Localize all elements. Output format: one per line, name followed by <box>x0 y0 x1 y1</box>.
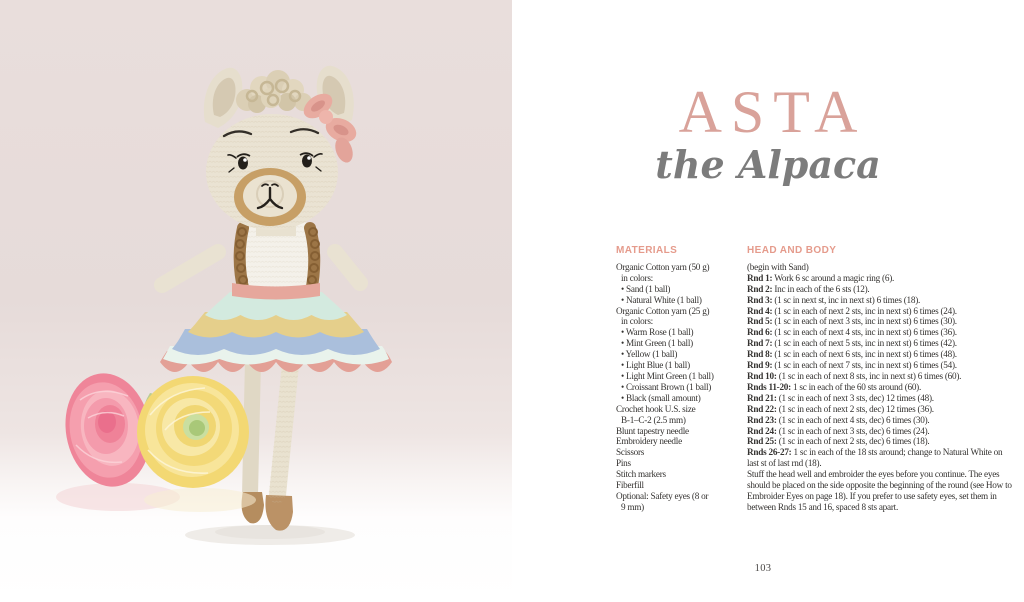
materials-list <box>616 262 748 513</box>
pattern-page <box>512 0 1024 602</box>
materials-item: Organic Cotton yarn (25 g) <box>616 305 710 316</box>
head-and-body-notes: Stuff the head well and embroider the eyes before you continue. The eyes should be placed on the side opposite the beginning of the round (see How to Embroider Eyes on page 18). If you prefer to use safety eyes, set them in between Rnds 15 and 16, spaced 8 sts apart. <box>747 469 1012 512</box>
materials-item: Scissors <box>616 447 645 458</box>
materials-heading: MATERIALS <box>616 245 678 256</box>
rounds-list <box>747 273 1015 469</box>
materials-item: • Light Mint Green (1 ball) <box>621 370 714 381</box>
materials-item: Fiberfill <box>616 480 644 491</box>
materials-item: Stitch markers <box>616 469 666 480</box>
round-instruction: Rnd 8: (1 sc in each of next 6 sts, inc in next st) 6 times (48). <box>747 349 957 360</box>
materials-item: Optional: Safety eyes (8 or <box>616 490 709 501</box>
head-and-body-intro: (begin with Sand) <box>747 261 809 272</box>
round-instruction: Rnd 21: (1 sc in each of next 3 sts, dec) 12 times (48). <box>747 392 934 403</box>
materials-item: in colors: <box>621 272 653 283</box>
round-instruction: Rnd 24: (1 sc in each of next 3 sts, dec) 6 times (24). <box>747 425 930 436</box>
materials-item: • Light Blue (1 ball) <box>621 360 690 371</box>
materials-item: • Mint Green (1 ball) <box>621 338 693 349</box>
materials-item: 9 mm) <box>621 501 644 512</box>
materials-item: Crochet hook U.S. size <box>616 403 696 414</box>
muzzle <box>234 168 306 226</box>
head-and-body-section <box>747 246 1015 513</box>
round-instruction: Rnd 22: (1 sc in each of next 2 sts, dec) 12 times (36). <box>747 403 934 414</box>
page-title: ASTA <box>678 79 867 145</box>
title-block <box>512 79 1024 187</box>
round-instruction: Rnds 26-27: 1 sc in each of the 18 sts around; change to Natural White on last st of last rnd (18). <box>747 447 1003 469</box>
round-instruction: Rnd 3: (1 sc in next st, inc in next st) 6 times (18). <box>747 294 921 305</box>
round-instruction: Rnd 25: (1 sc in each of next 2 sts, dec) 6 times (18). <box>747 436 930 447</box>
round-instruction: Rnds 11-20: 1 sc in each of the 60 sts around (60). <box>747 381 922 392</box>
yellow-flower <box>137 376 249 488</box>
materials-item: in colors: <box>621 316 653 327</box>
materials-item: • Sand (1 ball) <box>621 283 671 294</box>
materials-item: • Black (small amount) <box>621 392 701 403</box>
round-instruction: Rnd 6: (1 sc in each of next 4 sts, inc in next st) 6 times (36). <box>747 327 957 338</box>
page-subtitle: the Alpaca <box>655 142 881 187</box>
head-and-body-heading: HEAD AND BODY <box>747 245 837 256</box>
materials-item: • Natural White (1 ball) <box>621 294 702 305</box>
materials-item: • Croissant Brown (1 ball) <box>621 381 712 392</box>
materials-item: Blunt tapestry needle <box>616 425 689 436</box>
round-instruction: Rnd 10: (1 sc in each of next 8 sts, inc in next st) 6 times (60). <box>747 370 962 381</box>
round-instruction: Rnd 7: (1 sc in each of next 5 sts, inc in next st) 6 times (42). <box>747 338 957 349</box>
round-instruction: Rnd 1: Work 6 sc around a magic ring (6). <box>747 272 895 283</box>
materials-item: Organic Cotton yarn (50 g) <box>616 261 710 272</box>
materials-item: Embroidery needle <box>616 436 682 447</box>
round-instruction: Rnd 23: (1 sc in each of next 4 sts, dec) 6 times (30). <box>747 414 930 425</box>
materials-section <box>616 246 748 513</box>
round-instruction: Rnd 9: (1 sc in each of next 7 sts, inc in next st) 6 times (54). <box>747 360 957 371</box>
round-instruction: Rnd 5: (1 sc in each of next 3 sts, inc in next st) 6 times (30). <box>747 316 957 327</box>
materials-item: Pins <box>616 458 631 469</box>
page-number: 103 <box>754 563 772 574</box>
materials-item: • Warm Rose (1 ball) <box>621 327 694 338</box>
round-instruction: Rnd 2: Inc in each of the 6 sts (12). <box>747 283 870 294</box>
materials-item: • Yellow (1 ball) <box>621 349 678 360</box>
round-instruction: Rnd 4: (1 sc in each of next 2 sts, inc in next st) 6 times (24). <box>747 305 957 316</box>
materials-item: B-1–C-2 (2.5 mm) <box>621 414 686 425</box>
